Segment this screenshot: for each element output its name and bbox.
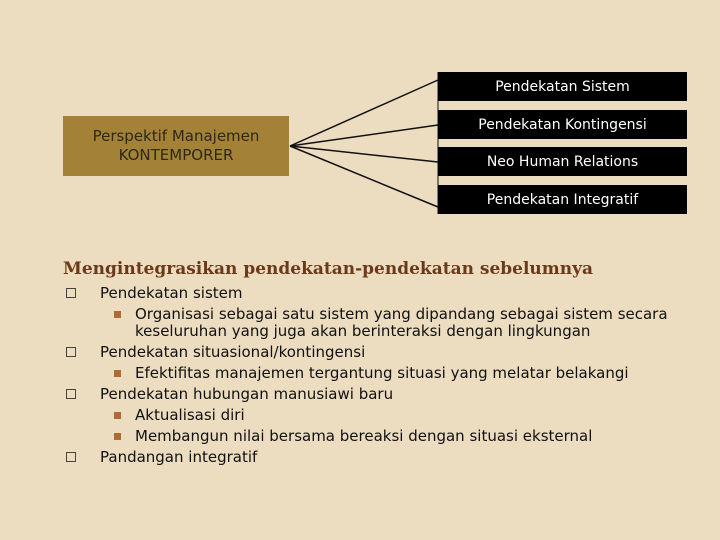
approach-box-sistem: Pendekatan Sistem [438, 72, 687, 101]
list-item [0, 384, 720, 405]
main-concept-box [63, 116, 289, 176]
list-item-text: Pendekatan sistem [100, 284, 243, 302]
hollow-square-bullet-icon [66, 288, 76, 298]
sub-list-item [0, 304, 720, 342]
list-item [0, 283, 720, 304]
sub-list-item-text: Efektifitas manajemen tergantung situasi yang melatar belakangi [135, 364, 629, 382]
list-item [0, 342, 720, 363]
main-concept-line2: KONTEMPORER [118, 146, 234, 164]
approach-box-neo-human-relations: Neo Human Relations [438, 147, 687, 176]
bullet-list [0, 283, 720, 468]
list-item-text: Pandangan integratif [100, 448, 258, 466]
sub-list-item [0, 405, 720, 426]
connector-to-neo-human [290, 146, 438, 162]
sub-list-item [0, 426, 720, 447]
list-item-text: Pendekatan hubungan manusiawi baru [100, 385, 394, 403]
section-heading: Mengintegrasikan pendekatan-pendekatan sebelumnya [63, 259, 594, 279]
approach-box-kontingensi: Pendekatan Kontingensi [438, 110, 687, 139]
sub-list-item-text: Aktualisasi diri [135, 406, 245, 424]
list-item [0, 447, 720, 468]
sub-list-item-text: Organisasi sebagai satu sistem yang dipandang sebagai sistem secara keseluruhan yang juga akan berinteraksi dengan lingkungan [135, 305, 668, 340]
hollow-square-bullet-icon [66, 347, 76, 357]
sub-list-item [0, 363, 720, 384]
list-item-text: Pendekatan situasional/kontingensi [100, 343, 366, 361]
sub-list-item-text: Membangun nilai bersama bereaksi dengan situasi eksternal [135, 427, 593, 445]
connector-to-integratif [290, 146, 438, 207]
filled-square-bullet-icon [114, 433, 121, 440]
main-concept-line1: Perspektif Manajemen [92, 127, 260, 145]
hollow-square-bullet-icon [66, 389, 76, 399]
filled-square-bullet-icon [114, 370, 121, 377]
approach-box-integratif: Pendekatan Integratif [438, 185, 687, 214]
hollow-square-bullet-icon [66, 452, 76, 462]
filled-square-bullet-icon [114, 311, 121, 318]
filled-square-bullet-icon [114, 412, 121, 419]
